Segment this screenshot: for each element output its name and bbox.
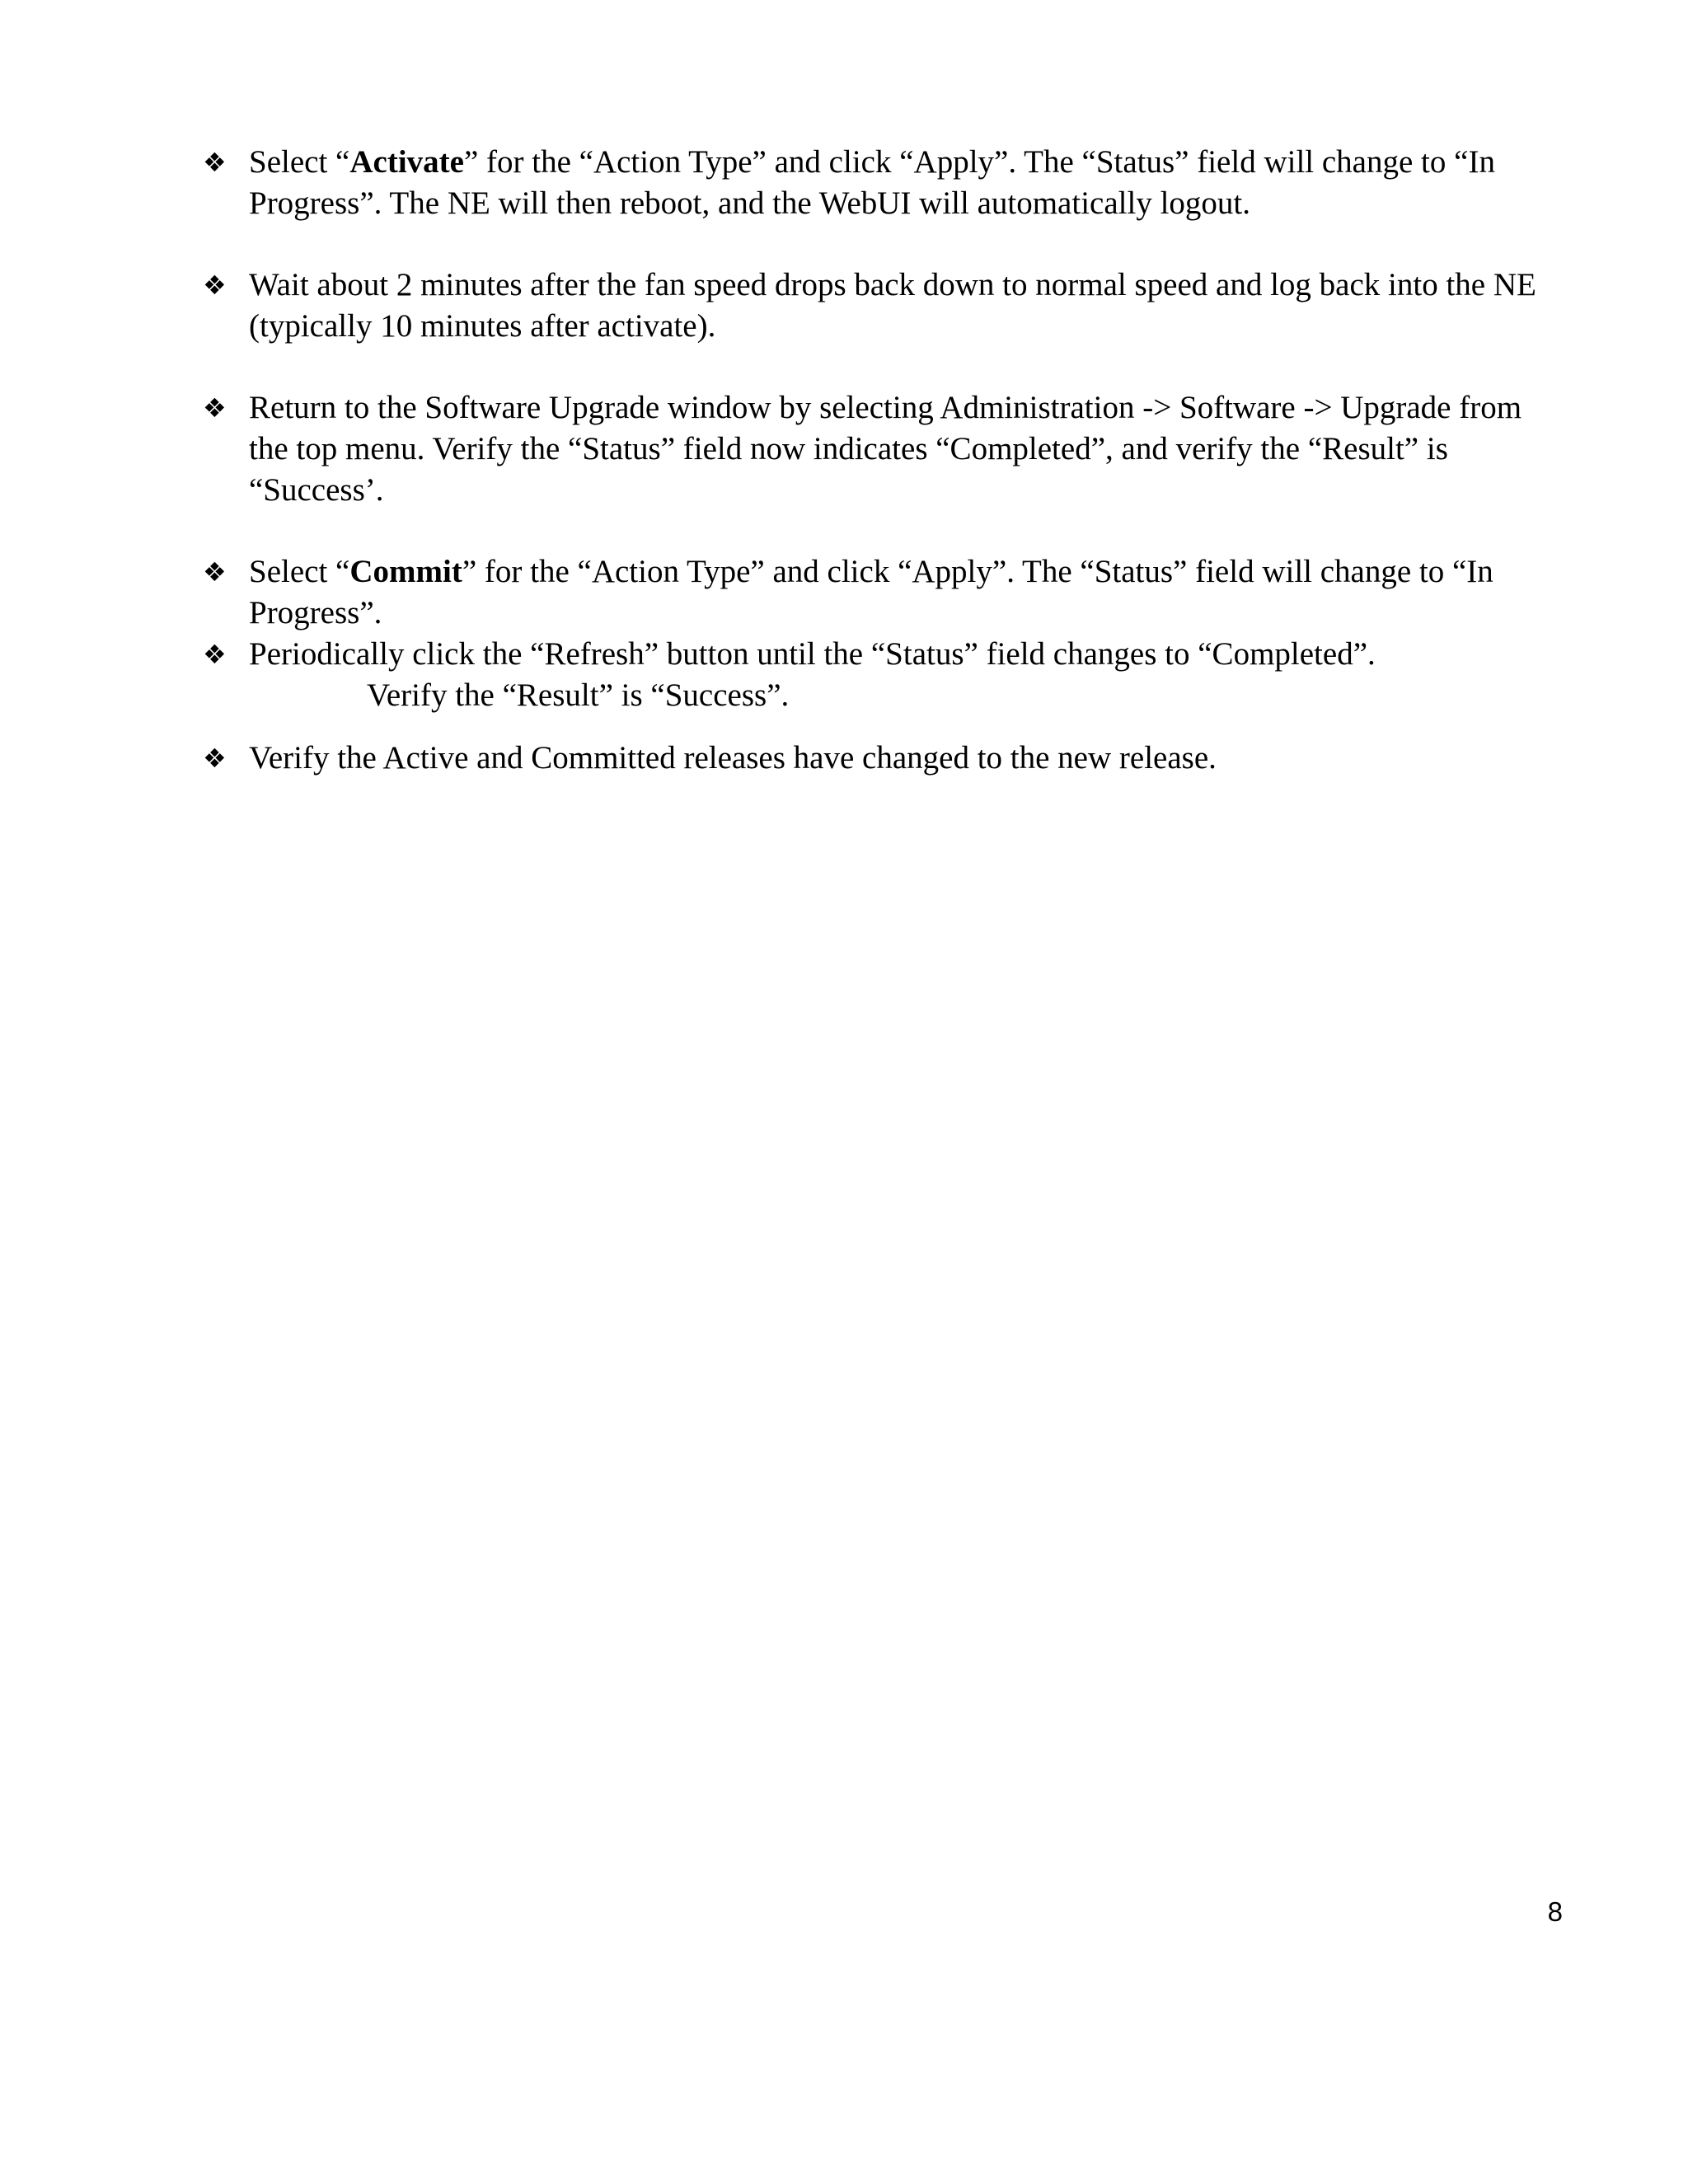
text-segment: Select “ [249,554,350,589]
instruction-list [203,142,1538,779]
list-item-wait [203,265,1538,347]
bold-term-activate: Activate [349,144,464,180]
indented-line: Verify the “Result” is “Success”. [367,677,790,713]
page-number: 8 [1547,1896,1563,1927]
list-item-activate [203,142,1538,224]
four-diamond-bullet-icon: ❖ [203,743,227,774]
list-item-text [249,142,1538,224]
list-item-text: Verify the Active and Committed releases have changed to the new release. [249,740,1217,776]
list-item-text: Wait about 2 minutes after the fan speed drops back down to normal speed and log back into the NE (typically 10 minutes after activate). [249,267,1536,344]
four-diamond-bullet-icon: ❖ [203,392,227,424]
list-item-return [203,387,1538,511]
list-item-text: Return to the Software Upgrade window by selecting Administration -> Software -> Upgrade from the top menu. Verify the “Status” field now indicates “Completed”, and verify the “Result” is “Success’. [249,390,1522,508]
list-item-text [249,551,1538,634]
list-item-commit [203,551,1538,634]
text-segment: ” for the “Action Type” and click “Apply”. The “Status” field will change to “In Progress”. [249,554,1493,630]
list-item-text: Periodically click the “Refresh” button until the “Status” field changes to “Completed”. [249,636,1376,672]
four-diamond-bullet-icon: ❖ [203,639,227,670]
text-segment: ” for the “Action Type” and click “Apply”. The “Status” field will change to “In Progress”. The NE will then reboot, and the WebUI will automatically logout. [249,144,1495,221]
list-item-refresh [203,634,1538,716]
list-item-verify [203,738,1538,779]
four-diamond-bullet-icon: ❖ [203,269,227,301]
bold-term-commit: Commit [349,554,462,589]
four-diamond-bullet-icon: ❖ [203,556,227,588]
four-diamond-bullet-icon: ❖ [203,147,227,178]
text-segment: Select “ [249,144,350,180]
